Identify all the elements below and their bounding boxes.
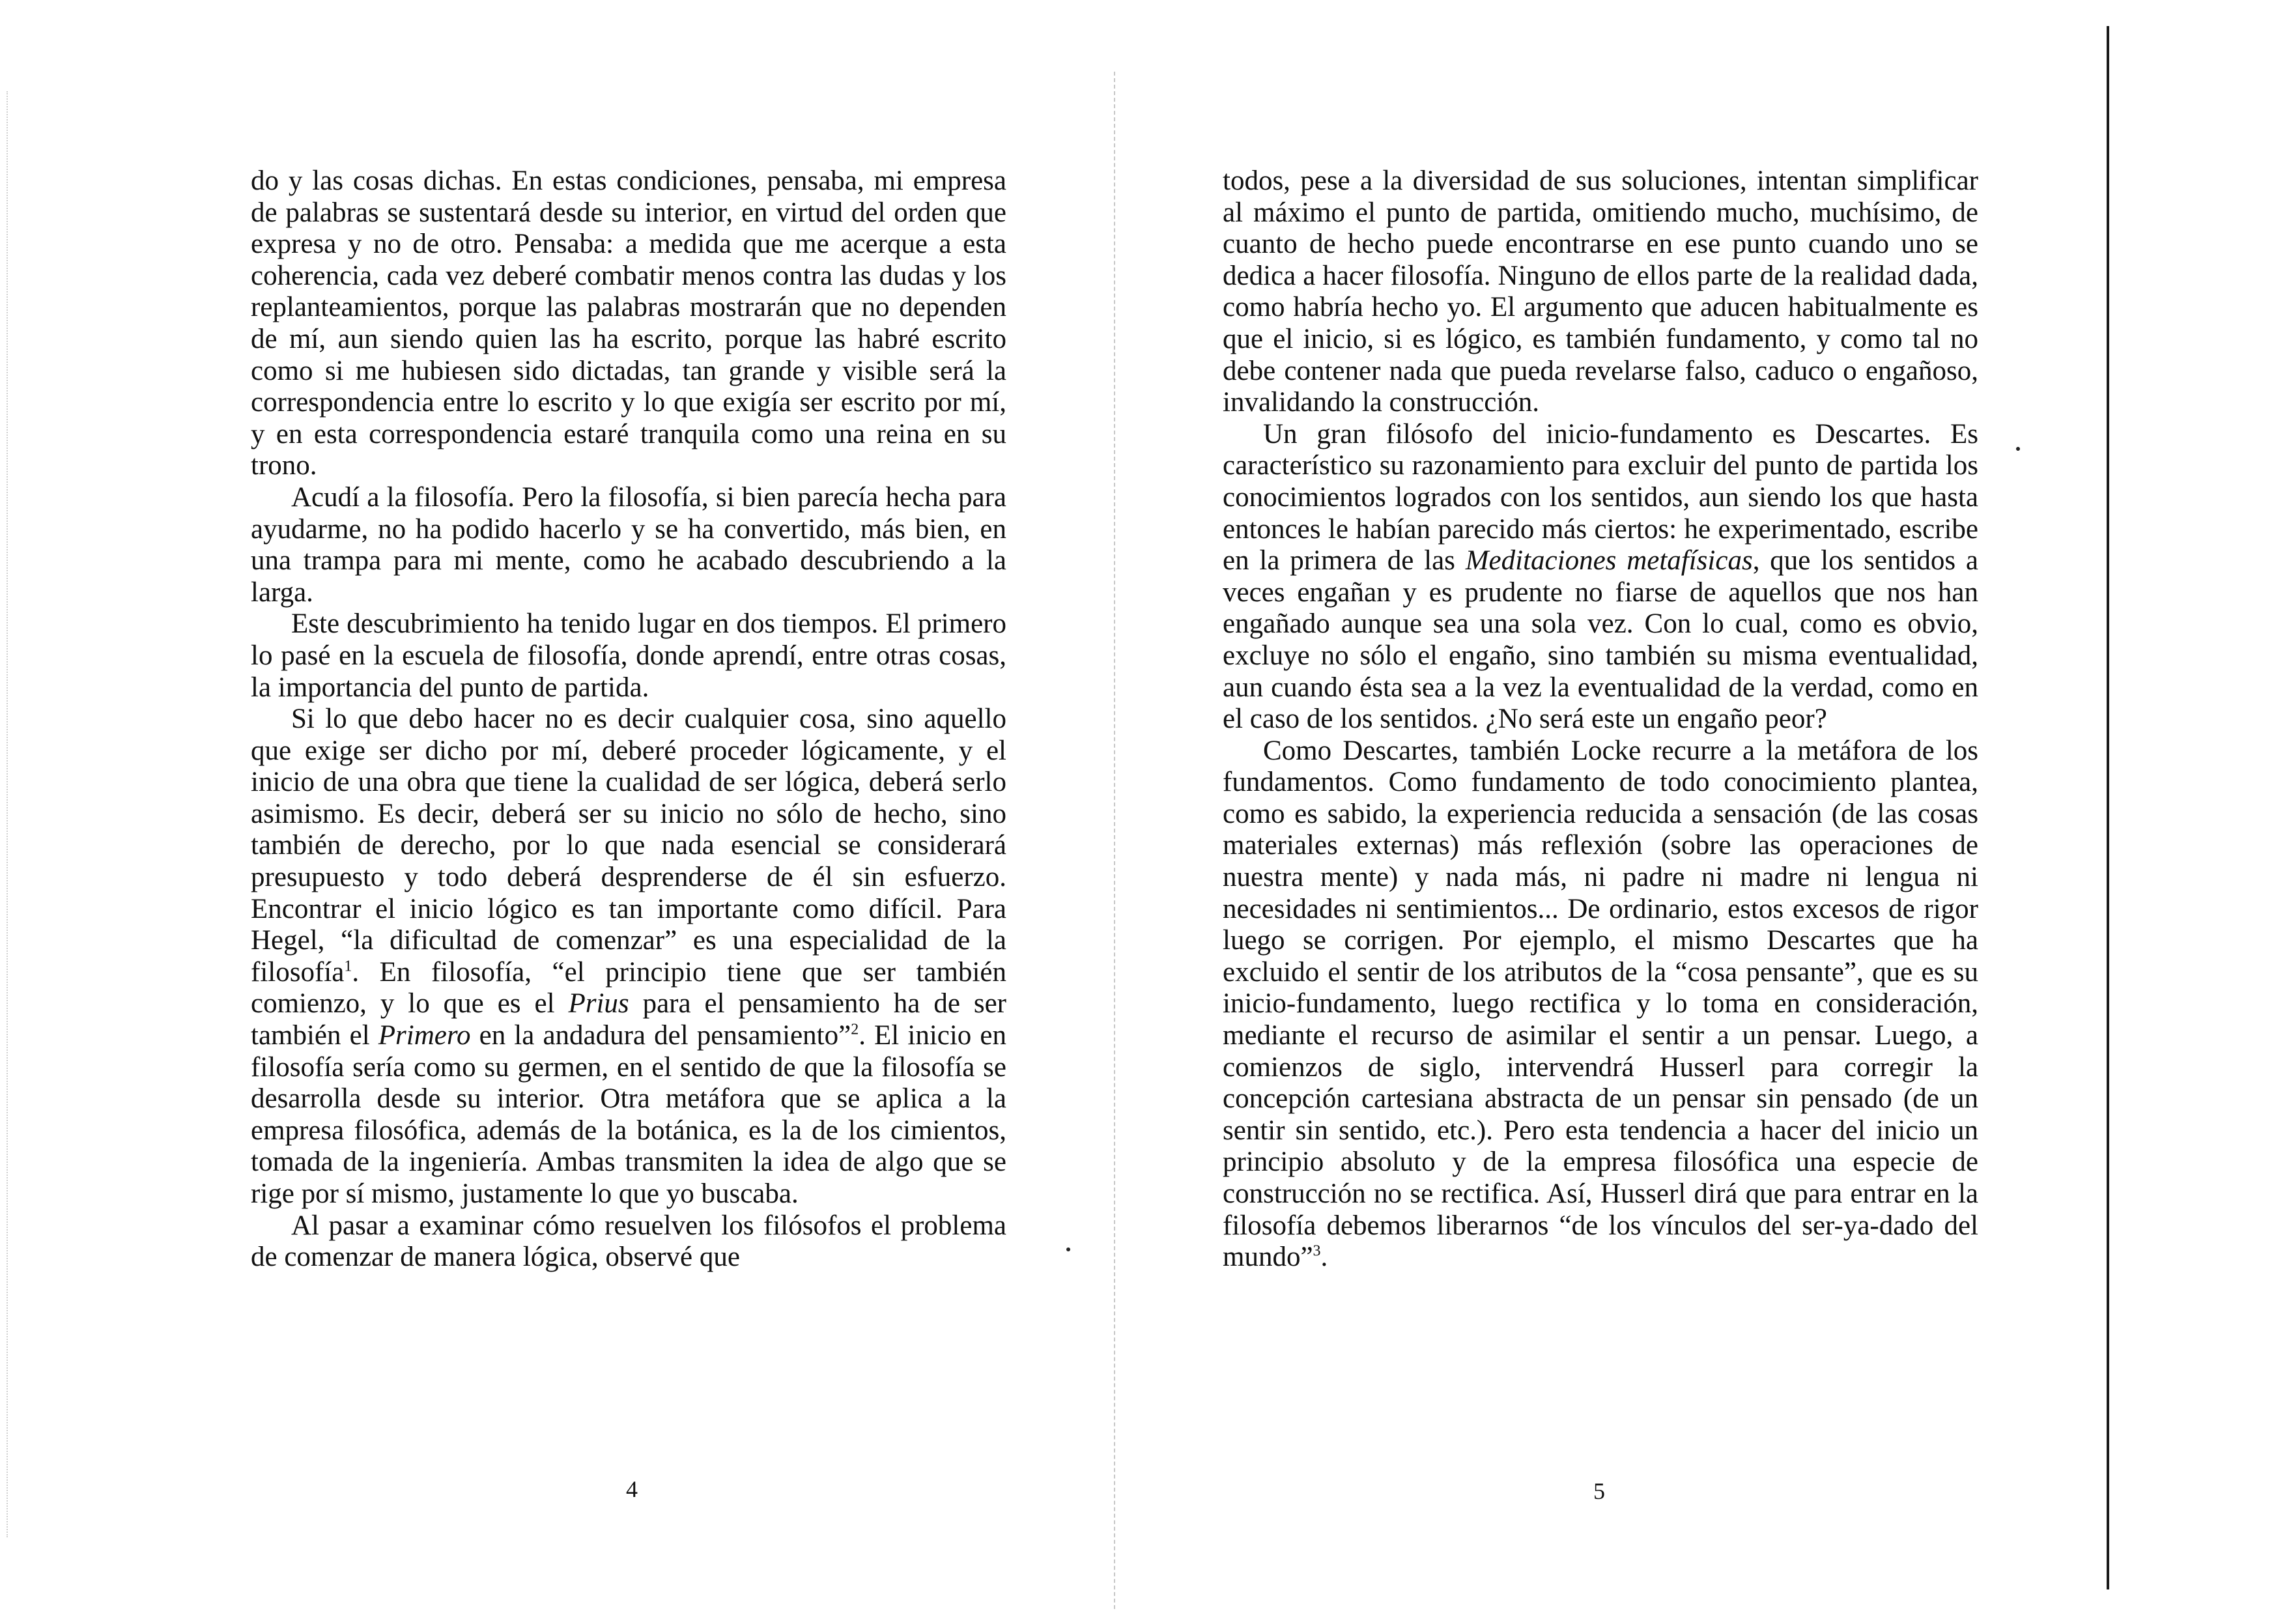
text-run: Si lo que debo hacer no es decir cualquier cosa, sino aquello que exige ser dicho por mí, deberé proceder lógicamente, y el inicio de una obra que tiene la cualidad de ser lógica, deberá serlo asimismo. Es decir, deberá ser su inicio no sólo de hecho, sino también de derecho, por lo que nada esencial se considerará presupuesto y todo deberá desprenderse de él sin esfuerzo. Encontrar el inicio lógico es tan importante como difícil. Para Hegel, “la dificultad de comenzar” es una especialidad de la filosofía <box>251 704 1006 988</box>
text-run: en la andadura del pensamiento” <box>470 1020 851 1051</box>
right-paragraph <box>1223 165 1978 419</box>
right-paragraph <box>1223 419 1978 735</box>
right-page-number: 5 <box>1593 1478 1605 1504</box>
left-paragraph <box>251 608 1006 704</box>
text-run: . En filosofía, “el principio tiene que ser también comienzo, y lo que es el <box>251 956 1006 1019</box>
text-run: todos, pese a la diversidad de sus soluciones, intentan simplificar al máximo el punto de partida, omitiendo mucho, muchísimo, de cuanto de hecho puede encontrarse en ese punto cuando uno se dedica a hacer filosofía. Ninguno de ellos parte de la realidad dada, como habría hecho yo. El argumento que aducen habitualmente es que el inicio, si es lógico, es también fundamento, y como tal no debe contener nada que pueda revelarse falso, caduco o engañoso, invalidando la construcción. <box>1223 165 1978 418</box>
text-run: Un gran filósofo del inicio-fundamento es Descartes. Es característico su razonamiento para excluir del punto de partida los conocimientos logrados con los sentidos, aun siendo los que hasta entonces le habían parecido más ciertos: he experimentado, escribe en la primera de las <box>1223 418 1978 577</box>
left-margin-marks <box>7 91 14 1537</box>
left-page-text <box>251 165 1006 1274</box>
text-run: Como Descartes, también Locke recurre a la metáfora de los fundamentos. Como fundamento de todo conocimiento plantea, como es sabido, la experiencia reducida a sensación (de las cosas materiales externas) más reflexión (sobre las operaciones de nuestra mente) y nada más, ni padre ni madre ni lengua ni necesidades ni sentimientos... De ordinario, estos excesos de rigor luego se corrigen. Por ejemplo, el mismo Descartes que ha excluido el sentir de los atributos de la “cosa pensante”, que es su inicio-fundamento, luego rectifica y lo toma en consideración, mediante el recurso de asimilar el sentir a un pensar. Luego, a comienzos de siglo, intervendrá Husserl para corregir la concepción cartesiana abstracta de un pensar sin pensado (de un sentir sin sentido, etc.). Pero esta tendencia a hacer del inicio un principio absoluto y de la empresa filosófica una especie de construcción no se rectifica. Así, Husserl dirá que para entrar en la filosofía debemos liberarnos “de los vínculos del ser-ya-dado del mundo” <box>1223 735 1978 1273</box>
text-run: para el pensamiento ha de ser también el <box>251 988 1006 1051</box>
left-page-number: 4 <box>626 1476 638 1502</box>
ink-speck <box>1066 1247 1070 1251</box>
left-paragraph <box>251 165 1006 482</box>
ink-speck <box>2016 447 2020 451</box>
right-paragraph <box>1223 735 1978 1274</box>
text-run: Acudí a la filosofía. Pero la filosofía, si bien parecía hecha para ayudarme, no ha podido hacerlo y se ha convertido, más bien, en una trampa para mi mente, como he acabado descubriendo a la larga. <box>251 481 1006 608</box>
book-gutter <box>1114 72 1115 1609</box>
right-page <box>1144 0 2289 1624</box>
text-run: . <box>1320 1242 1328 1273</box>
text-run: . El inicio en filosofía sería como su germen, en el sentido de que la filosofía se desarrolla desde su interior. Otra metáfora que se aplica a la empresa filosófica, además de la botánica, es la de los cimientos, tomada de la ingeniería. Ambas transmiten la idea de algo que se rige por sí mismo, justamente lo que yo buscaba. <box>251 1020 1006 1209</box>
left-paragraph <box>251 482 1006 608</box>
text-run: Al pasar a examinar cómo resuelven los filósofos el problema de comenzar de manera lógica, observé que <box>251 1210 1006 1273</box>
text-run: Este descubrimiento ha tenido lugar en dos tiempos. El primero lo pasé en la escuela de filosofía, donde aprendí, entre otras cosas, la importancia del punto de partida. <box>251 608 1006 703</box>
left-paragraph <box>251 1210 1006 1274</box>
page-edge-rule <box>2107 26 2109 1589</box>
italic-title: Prius <box>568 988 629 1019</box>
left-paragraph <box>251 704 1006 1210</box>
italic-title: Primero <box>378 1020 471 1051</box>
right-page-text <box>1223 165 1978 1274</box>
footnote-ref: 3 <box>1313 1242 1321 1260</box>
text-run: , que los sentidos a veces engañan y es prudente no fiarse de aquellos que nos han engañado aunque sea una sola vez. Con lo cual, como es obvio, excluye no sólo el engaño, sino también su misma eventualidad, aun cuando ésta sea a la vez la eventualidad de la verdad, como en el caso de los sentidos. ¿No será este un engaño peor? <box>1223 545 1978 735</box>
footnote-ref: 1 <box>344 958 352 975</box>
left-page <box>0 0 1114 1624</box>
text-run: do y las cosas dichas. En estas condiciones, pensaba, mi empresa de palabras se sustentará desde su interior, en virtud del orden que expresa y no de otro. Pensaba: a medida que me acerque a esta coherencia, cada vez deberé combatir menos contra las dudas y los replanteamientos, porque las palabras mostrarán que no dependen de mí, aun siendo quien las ha escrito, porque las habré escrito como si me hubiesen sido dictadas, tan grande y visible será la correspondencia entre lo escrito y lo que exigía ser escrito por mí, y en esta correspondencia estaré tranquila como una reina en su trono. <box>251 165 1006 481</box>
italic-title: Meditaciones metafísicas <box>1465 545 1753 577</box>
footnote-ref: 2 <box>851 1021 859 1038</box>
